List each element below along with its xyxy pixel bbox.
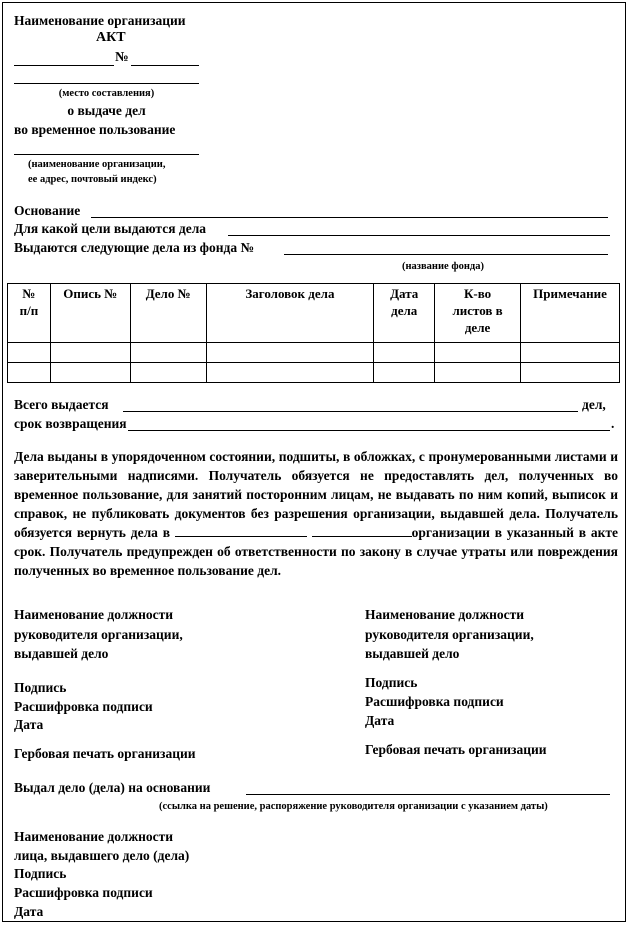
recipient-caption-2: ее адрес, почтовый индекс) — [28, 174, 157, 185]
right-seal-label: Гербовая печать организации — [365, 742, 547, 757]
return-suffix: . — [611, 416, 615, 431]
act-date-line — [14, 65, 114, 66]
total-label: Всего выдается — [14, 397, 109, 412]
right-date-label: Дата — [365, 713, 395, 728]
issued-caption: (ссылка на решение, распоряжение руководителя организации с указанием даты) — [159, 801, 548, 812]
purpose-line — [228, 235, 610, 236]
conditions-paragraph — [14, 447, 618, 580]
right-position-line-3: выдавшей дело — [365, 646, 460, 661]
act-number-line — [131, 65, 199, 66]
left-position-line-2: руководителя организации, — [14, 627, 183, 642]
col-header-note: Примечание — [521, 284, 620, 343]
right-position-line-2: руководителя организации, — [365, 627, 534, 642]
table-row — [8, 363, 620, 383]
place-line — [14, 83, 199, 84]
table-row — [8, 343, 620, 363]
fund-label: Выдаются следующие дела из фонда № — [14, 240, 255, 255]
recipient-caption-1: (наименование организации, — [28, 159, 166, 170]
col-header-sheets: К-во листов в деле — [435, 284, 521, 343]
fund-line — [284, 254, 608, 255]
col-header-inventory: Опись № — [50, 284, 130, 343]
left-signature-label: Подпись — [14, 680, 67, 695]
issued-signature-label: Подпись — [14, 866, 67, 881]
col-header-date: Дата дела — [374, 284, 435, 343]
right-decoding-label: Расшифровка подписи — [365, 694, 504, 709]
issued-position-line-2: лица, выдавшего дело (дела) — [14, 848, 190, 863]
left-decoding-label: Расшифровка подписи — [14, 699, 153, 714]
number-sign: № — [115, 49, 129, 64]
issued-date-label: Дата — [14, 904, 44, 919]
col-header-title: Заголовок дела — [206, 284, 374, 343]
cases-table — [7, 283, 620, 383]
left-position-line-3: выдавшей дело — [14, 646, 109, 661]
recipient-line — [14, 154, 199, 155]
issued-line — [246, 794, 610, 795]
org-name: Наименование организации — [14, 13, 186, 28]
basis-line — [91, 217, 608, 218]
left-date-label: Дата — [14, 717, 44, 732]
col-header-number: № п/п — [8, 284, 51, 343]
fund-caption: (название фонда) — [402, 261, 484, 272]
act-document — [2, 2, 626, 922]
issued-position-line-1: Наименование должности — [14, 829, 174, 844]
subject-line-2: во временное пользование — [14, 122, 176, 137]
conditions-part-1: Дела выданы в упорядоченном состоянии, подшиты, в обложках, с пронумерованными листами и заверительными надписями. Получатель обязуется не предоставлять дел, полученных во временное пользование, для занятий посторонним лицам, не выдавать по ним копий, выписок и справок, не публиковать документов без разрешения организации, выдавшей дела. Получатель обязуется вернуть дела в — [14, 449, 618, 540]
return-label: срок возвращения — [14, 416, 127, 431]
total-suffix: дел, — [582, 397, 606, 412]
subject-line-1: о выдаче дел — [67, 103, 146, 118]
issued-decoding-label: Расшифровка подписи — [14, 885, 153, 900]
basis-label: Основание — [14, 203, 81, 218]
left-seal-label: Гербовая печать организации — [14, 746, 196, 761]
table-header-row — [8, 284, 620, 343]
place-caption: (место составления) — [58, 88, 155, 99]
issued-label: Выдал дело (дела) на основании — [14, 780, 211, 795]
col-header-case: Дело № — [130, 284, 206, 343]
purpose-label: Для какой цели выдаются дела — [14, 221, 207, 236]
right-position-line-1: Наименование должности — [365, 607, 525, 622]
conditions-part-2: организации в указанный в акте срок. Получатель предупрежден об ответственности по закону в случае утраты или повреждения полученных во временное пользование дел. — [14, 525, 619, 578]
total-line — [123, 411, 578, 412]
right-signature-label: Подпись — [365, 675, 418, 690]
return-line — [128, 430, 610, 431]
act-title: АКТ — [96, 30, 126, 45]
left-position-line-1: Наименование должности — [14, 607, 174, 622]
